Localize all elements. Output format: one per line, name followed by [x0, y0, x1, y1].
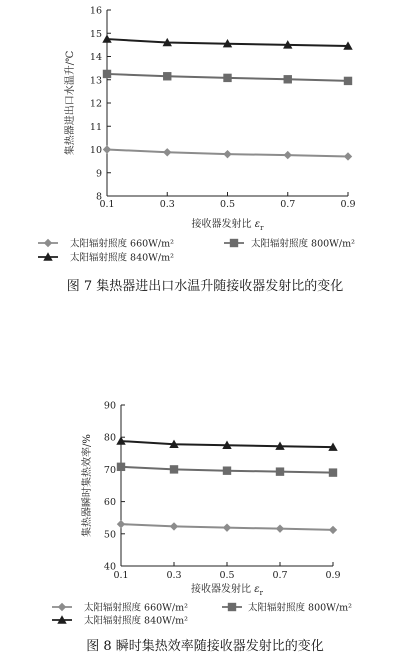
data-point-square [329, 468, 337, 476]
x-tick-label: 0.5 [219, 570, 235, 581]
y-tick-label: 50 [103, 529, 116, 541]
legend-label: 太阳辐射照度 840W/m² [84, 615, 188, 627]
data-point-square [117, 463, 125, 471]
figure-title: 集热器进出口水温升随接收器发射比的变化 [96, 279, 344, 294]
x-tick-label: 0.3 [159, 199, 175, 210]
y-tick-label: 90 [103, 400, 116, 412]
x-tick-label: 0.7 [272, 570, 288, 581]
x-axis-label-text: 接收器发射比 [191, 584, 255, 595]
x-axis-label [191, 582, 264, 597]
y-tick-label: 15 [89, 28, 102, 40]
chart-7 [38, 6, 356, 295]
data-point-diamond [117, 520, 125, 528]
figure-number: 图 8 [86, 639, 116, 654]
legend-marker-diamond [58, 603, 66, 611]
legend-label: 太阳辐射照度 660W/m² [84, 602, 188, 614]
data-point-square [170, 465, 178, 473]
figure-number: 图 7 [66, 279, 97, 294]
legend-label: 太阳辐射照度 800W/m² [251, 238, 355, 250]
x-tick-label: 0.9 [325, 570, 341, 581]
y-tick-label: 10 [89, 145, 102, 156]
data-point-square [223, 74, 231, 82]
x-axis-label-subscript: r [260, 224, 264, 232]
x-tick-label: 0.3 [166, 570, 182, 581]
data-point-square [276, 467, 284, 475]
x-axis-label-symbol: ε [254, 584, 260, 595]
y-tick-label: 13 [89, 75, 102, 87]
data-point-diamond [103, 145, 111, 153]
figure-title: 瞬时集热效率随接收器发射比的变化 [115, 639, 324, 654]
y-tick-label: 12 [89, 98, 102, 110]
y-tick-label: 11 [89, 121, 102, 133]
data-point-diamond [276, 524, 284, 532]
x-tick-label: 0.1 [99, 199, 115, 210]
x-tick-label: 0.9 [340, 199, 356, 210]
data-point-diamond [329, 526, 337, 534]
data-point-diamond [223, 523, 231, 531]
x-axis-label-subscript: r [259, 589, 263, 597]
data-point-square [284, 75, 292, 83]
data-point-square [344, 77, 352, 85]
y-tick-label: 60 [103, 497, 116, 509]
x-tick-label: 0.5 [219, 199, 236, 210]
y-tick-label: 80 [103, 432, 116, 444]
data-point-diamond [284, 151, 292, 159]
data-point-diamond [163, 148, 171, 156]
legend-marker-diamond [44, 239, 52, 247]
data-point-diamond [170, 522, 178, 530]
chart-8 [52, 401, 352, 655]
x-axis-label-text: 接收器发射比 [191, 219, 255, 230]
data-point-square [103, 70, 111, 78]
x-axis-label-symbol: ε [254, 219, 261, 230]
legend-label: 太阳辐射照度 840W/m² [70, 252, 174, 264]
data-point-square [163, 72, 171, 80]
x-tick-label: 0.7 [280, 199, 296, 210]
y-axis-label: 集热器进出口水温升/℃ [65, 50, 76, 156]
legend-label: 太阳辐射照度 660W/m² [70, 238, 174, 250]
y-tick-label: 9 [95, 168, 102, 180]
data-point-diamond [344, 152, 352, 160]
legend-marker-square [230, 239, 238, 247]
x-axis-label [192, 217, 265, 232]
x-tick-label: 0.1 [113, 570, 129, 581]
y-tick-label: 40 [103, 561, 116, 573]
figure-caption [86, 638, 324, 654]
y-axis-label: 集热器瞬时集热效率/% [82, 434, 93, 537]
legend-label: 太阳辐射照度 800W/m² [248, 602, 352, 614]
data-point-square [223, 466, 231, 474]
data-point-diamond [223, 150, 231, 158]
figure-caption [67, 278, 344, 294]
y-tick-label: 16 [89, 5, 102, 17]
y-tick-label: 70 [103, 464, 116, 476]
y-tick-label: 8 [95, 191, 102, 203]
legend-marker-square [228, 603, 236, 611]
y-tick-label: 14 [89, 52, 102, 63]
